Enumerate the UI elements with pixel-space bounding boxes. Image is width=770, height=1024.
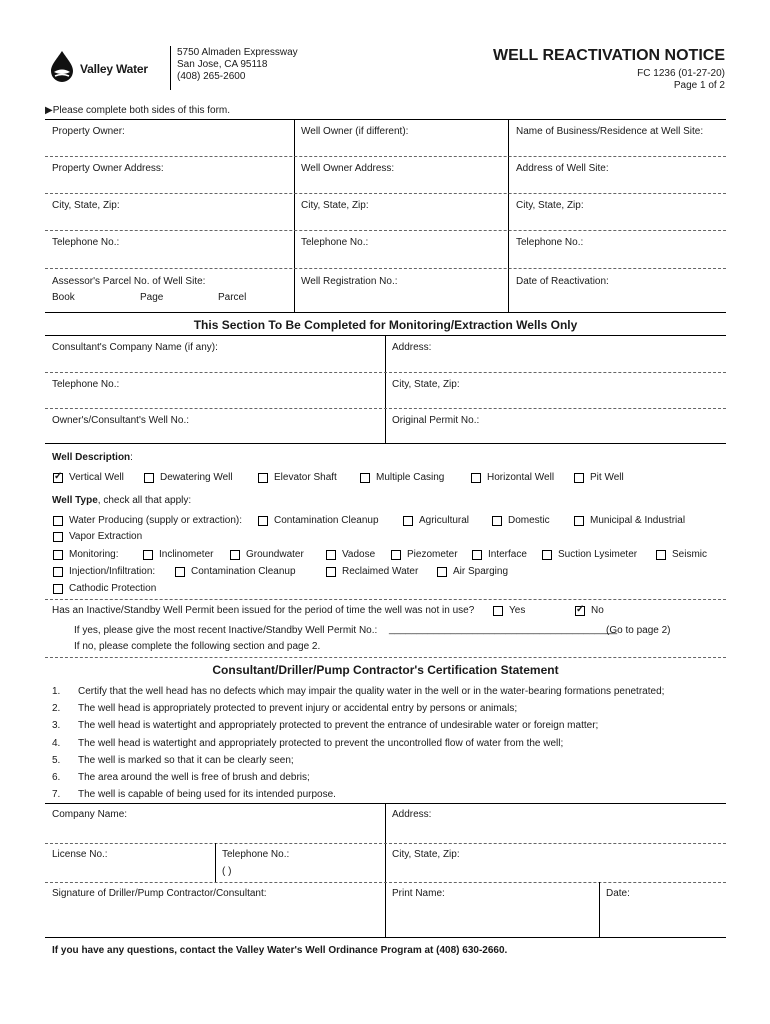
consultant-company-field[interactable]: Consultant's Company Name (if any): — [52, 342, 218, 353]
page-number: Page 1 of 2 — [673, 80, 725, 91]
air-sparging-label: Air Sparging — [453, 566, 509, 577]
cert-number: 1. — [52, 686, 61, 697]
cert-number: 4. — [52, 738, 61, 749]
rule — [45, 156, 726, 157]
signature-field[interactable]: Signature of Driller/Pump Contractor/Consultant: — [52, 888, 267, 899]
form-number: FC 1236 (01-27-20) — [637, 68, 725, 79]
parcel-book: Book — [52, 292, 75, 303]
consultant-city-field[interactable]: City, State, Zip: — [392, 379, 460, 390]
permit-if-no: If no, please complete the following section and page 2. — [74, 641, 321, 652]
vadose-label: Vadose — [342, 549, 376, 560]
cert-number: 2. — [52, 703, 61, 714]
date-field[interactable]: Date: — [606, 888, 630, 899]
groundwater-label: Groundwater — [246, 549, 304, 560]
parcel-parcel: Parcel — [218, 292, 247, 303]
domestic-label: Domestic — [508, 515, 550, 526]
rule — [45, 230, 726, 231]
col-divider — [215, 843, 216, 882]
col-divider — [385, 803, 386, 937]
cert-item: The well head is watertight and appropriately protected to prevent the uncontrolled flow of water from the well; — [78, 738, 564, 749]
company-address-field[interactable]: Address: — [392, 809, 432, 820]
permit-no-label: No — [591, 605, 604, 616]
cathodic-protection-checkbox[interactable] — [53, 584, 63, 594]
water-drop-icon — [46, 50, 78, 84]
reclaimed-water-label: Reclaimed Water — [342, 566, 419, 577]
vertical-well-checkbox[interactable] — [53, 473, 63, 483]
rule — [45, 408, 726, 409]
certification-title: Consultant/Driller/Pump Contractor's Certification Statement — [212, 663, 559, 677]
org-name: Valley Water — [80, 62, 148, 76]
dewatering-well-label: Dewatering Well — [160, 472, 233, 483]
vadose-checkbox[interactable] — [326, 550, 336, 560]
instruction: ▶Please complete both sides of this form. — [45, 105, 231, 116]
cert-number: 3. — [52, 720, 61, 731]
col-divider — [294, 119, 295, 312]
contractor-telephone-field[interactable]: Telephone No.: — [222, 849, 290, 860]
inclinometer-label: Inclinometer — [159, 549, 214, 560]
col-divider — [599, 882, 600, 937]
seismic-checkbox[interactable] — [656, 550, 666, 560]
arrow-right-icon: ▶ — [45, 105, 53, 116]
consultant-telephone-field[interactable]: Telephone No.: — [52, 379, 120, 390]
interface-label: Interface — [488, 549, 527, 560]
injection-label: Injection/Infiltration: — [69, 566, 156, 577]
rule — [45, 193, 726, 194]
rule — [45, 882, 726, 883]
property-owner-field[interactable]: Property Owner: — [52, 126, 125, 137]
agricultural-checkbox[interactable] — [403, 516, 413, 526]
cert-number: 5. — [52, 755, 61, 766]
consultant-well-no-field[interactable]: Owner's/Consultant's Well No.: — [52, 415, 190, 426]
cert-item: The well is marked so that it can be clearly seen; — [78, 755, 294, 766]
interface-checkbox[interactable] — [472, 550, 482, 560]
valley-water-logo — [46, 50, 166, 86]
dewatering-well-checkbox[interactable] — [144, 473, 154, 483]
permit-if-yes: If yes, please give the most recent Inactive/Standby Well Permit No.: — [74, 625, 378, 636]
cert-item: The well is capable of being used for its intended purpose. — [78, 789, 336, 800]
elevator-shaft-checkbox[interactable] — [258, 473, 268, 483]
company-name-field[interactable]: Company Name: — [52, 809, 128, 820]
vapor-extraction-label: Vapor Extraction — [69, 531, 143, 542]
inclinometer-checkbox[interactable] — [143, 550, 153, 560]
rule — [45, 599, 726, 600]
owner-city-field[interactable]: City, State, Zip: — [52, 200, 120, 211]
elevator-shaft-label: Elevator Shaft — [274, 472, 337, 483]
form-title: WELL REACTIVATION NOTICE — [493, 47, 725, 64]
injection-contamination-cleanup-checkbox[interactable] — [175, 567, 185, 577]
well-site-telephone-field[interactable]: Telephone No.: — [516, 237, 584, 248]
parcel-page: Page — [140, 292, 164, 303]
well-owner-address-field[interactable]: Well Owner Address: — [301, 163, 395, 174]
injection-contamination-cleanup-label: Contamination Cleanup — [191, 566, 296, 577]
municipal-industrial-label: Municipal & Industrial — [590, 515, 686, 526]
permit-yes-label: Yes — [509, 605, 526, 616]
well-registration-field[interactable]: Well Registration No.: — [301, 276, 398, 287]
org-phone: (408) 265-2600 — [177, 71, 246, 82]
permit-goto: (Go to page 2) — [606, 625, 671, 636]
rule — [45, 312, 726, 313]
cert-item: The area around the well is free of brush and debris; — [78, 772, 310, 783]
cert-item: The well head is appropriately protected to prevent injury or accidental entry by persons or animals; — [78, 703, 518, 714]
municipal-industrial-checkbox[interactable] — [574, 516, 584, 526]
license-field[interactable]: License No.: — [52, 849, 108, 860]
rule — [45, 119, 726, 120]
col-divider — [508, 119, 509, 312]
monitoring-checkbox[interactable] — [53, 550, 63, 560]
injection-checkbox[interactable] — [53, 567, 63, 577]
permit-yes-checkbox[interactable] — [493, 606, 503, 616]
well-owner-telephone-field[interactable]: Telephone No.: — [301, 237, 369, 248]
monitoring-label: Monitoring: — [69, 549, 119, 560]
address-line1: 5750 Almaden Expressway — [177, 47, 298, 58]
rule — [45, 372, 726, 373]
permit-question: Has an Inactive/Standby Well Permit been issued for the period of time the well was not in use? — [52, 605, 475, 616]
horizontal-well-label: Horizontal Well — [487, 472, 555, 483]
piezometer-checkbox[interactable] — [391, 550, 401, 560]
rule — [45, 443, 726, 444]
cert-item: The well head is watertight and appropriately protected to prevent the entrance of undesirable water or foreign matter; — [78, 720, 599, 731]
contractor-city-field[interactable]: City, State, Zip: — [392, 849, 460, 860]
suction-lysimeter-checkbox[interactable] — [542, 550, 552, 560]
groundwater-checkbox[interactable] — [230, 550, 240, 560]
multiple-casing-checkbox[interactable] — [360, 473, 370, 483]
water-producing-checkbox[interactable] — [53, 516, 63, 526]
phone-paren: ( ) — [222, 866, 232, 877]
well-description-label: Well Description: — [52, 452, 133, 463]
producing-contamination-cleanup-checkbox[interactable] — [258, 516, 268, 526]
header-divider — [170, 46, 171, 90]
business-name-field[interactable]: Name of Business/Residence at Well Site: — [516, 126, 704, 137]
water-producing-label: Water Producing (supply or extraction): — [69, 515, 243, 526]
reclaimed-water-checkbox[interactable] — [326, 567, 336, 577]
domestic-checkbox[interactable] — [492, 516, 502, 526]
col-divider — [385, 335, 386, 443]
footer-contact: If you have any questions, contact the Valley Water's Well Ordinance Program at (408) 630-2660. — [52, 945, 508, 956]
permit-number-field[interactable]: _________________________________________ — [389, 624, 618, 635]
well-type-label: Well Type, check all that apply: — [52, 495, 192, 506]
cert-number: 6. — [52, 772, 61, 783]
suction-lysimeter-label: Suction Lysimeter — [558, 549, 638, 560]
property-owner-address-field[interactable]: Property Owner Address: — [52, 163, 164, 174]
permit-no-checkbox[interactable] — [575, 606, 585, 616]
agricultural-label: Agricultural — [419, 515, 470, 526]
rule — [45, 657, 726, 658]
vertical-well-label: Vertical Well — [69, 472, 124, 483]
pit-well-checkbox[interactable] — [574, 473, 584, 483]
pit-well-label: Pit Well — [590, 472, 624, 483]
rule — [45, 268, 726, 269]
rule — [45, 937, 726, 938]
cathodic-protection-label: Cathodic Protection — [69, 583, 157, 594]
print-name-field[interactable]: Print Name: — [392, 888, 445, 899]
producing-contamination-cleanup-label: Contamination Cleanup — [274, 515, 379, 526]
owner-telephone-field[interactable]: Telephone No.: — [52, 237, 120, 248]
cert-number: 7. — [52, 789, 61, 800]
original-permit-field[interactable]: Original Permit No.: — [392, 415, 480, 426]
vapor-extraction-checkbox[interactable] — [53, 532, 63, 542]
piezometer-label: Piezometer — [407, 549, 458, 560]
horizontal-well-checkbox[interactable] — [471, 473, 481, 483]
address-line2: San Jose, CA 95118 — [177, 59, 268, 70]
well-owner-field[interactable]: Well Owner (if different): — [301, 126, 409, 137]
monitoring-section-title: This Section To Be Completed for Monitoring/Extraction Wells Only — [193, 318, 578, 332]
parcel-number-field[interactable]: Assessor's Parcel No. of Well Site: — [52, 276, 206, 287]
consultant-address-field[interactable]: Address: — [392, 342, 432, 353]
well-site-city-field[interactable]: City, State, Zip: — [516, 200, 584, 211]
well-site-address-field[interactable]: Address of Well Site: — [516, 163, 609, 174]
multiple-casing-label: Multiple Casing — [376, 472, 445, 483]
seismic-label: Seismic — [672, 549, 708, 560]
rule — [45, 843, 726, 844]
air-sparging-checkbox[interactable] — [437, 567, 447, 577]
cert-item: Certify that the well head has no defects which may impair the quality water in the well or in the water-bearing formations penetrated; — [78, 686, 665, 697]
well-owner-city-field[interactable]: City, State, Zip: — [301, 200, 369, 211]
reactivation-date-field[interactable]: Date of Reactivation: — [516, 276, 609, 287]
